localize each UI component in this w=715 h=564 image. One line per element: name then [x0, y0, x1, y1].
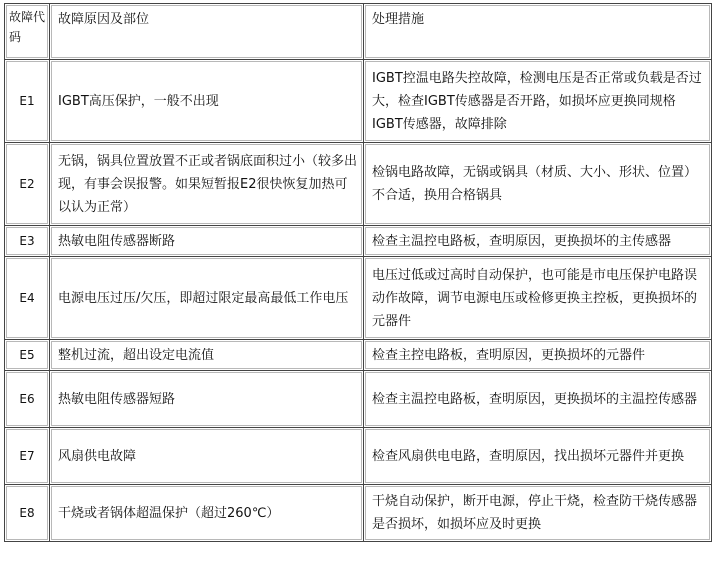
fault-code: E8	[19, 505, 35, 520]
cause-cell	[50, 340, 364, 371]
measure-cell	[364, 60, 712, 143]
code-cell	[5, 485, 50, 542]
fault-code: E7	[19, 448, 35, 463]
header-cause: 故障原因及部位	[58, 12, 150, 27]
table-row	[5, 257, 712, 340]
fault-cause: 无锅，锅具位置放置不正或者锅底面积过小（较多出现，有事会误报警。如果短暂报E2很快恢复加热可以认为正常）	[58, 153, 358, 215]
fault-measure: 电压过低或过高时自动保护，也可能是市电压保护电路误动作故障，调节电源电压或检修更换主控板，更换损坏的元器件	[372, 267, 698, 329]
code-cell	[5, 143, 50, 226]
header-measure-cell	[364, 4, 712, 60]
code-cell	[5, 60, 50, 143]
fault-measure: 检查主温控电路板，查明原因，更换损坏的主传感器	[372, 233, 672, 249]
code-cell	[5, 257, 50, 340]
fault-code: E3	[19, 233, 35, 248]
fault-measure: IGBT控温电路失控故障，检测电压是否正常或负载是否过大，检查IGBT传感器是否开路，如损坏应更换同规格IGBT传感器，故障排除	[372, 70, 702, 132]
fault-cause: 干烧或者锅体超温保护（超过260℃）	[58, 505, 280, 521]
fault-code: E1	[19, 93, 35, 108]
cause-cell	[50, 428, 364, 485]
table-row	[5, 60, 712, 143]
cause-cell	[50, 60, 364, 143]
header-measure: 处理措施	[372, 12, 425, 27]
fault-measure: 检查风扇供电电路，查明原因，找出损坏元器件并更换	[372, 448, 685, 464]
table-row	[5, 485, 712, 542]
fault-code: E4	[19, 290, 35, 305]
cause-cell	[50, 485, 364, 542]
fault-cause: 热敏电阻传感器短路	[58, 391, 176, 407]
header-code-cell	[5, 4, 50, 60]
fault-measure: 检查主控电路板，查明原因，更换损坏的元器件	[372, 347, 646, 363]
table-row	[5, 340, 712, 371]
cause-cell	[50, 226, 364, 257]
measure-cell	[364, 371, 712, 428]
fault-measure: 检锅电路故障，无锅或锅具（材质、大小、形状、位置）不合适，换用合格锅具	[372, 165, 698, 203]
measure-cell	[364, 428, 712, 485]
code-cell	[5, 428, 50, 485]
cause-cell	[50, 257, 364, 340]
fault-measure: 检查主温控电路板，查明原因，更换损坏的主温控传感器	[372, 391, 698, 407]
measure-cell	[364, 340, 712, 371]
header-code: 故障代码	[9, 10, 46, 44]
cause-cell	[50, 143, 364, 226]
fault-cause: 整机过流，超出设定电流值	[58, 347, 215, 363]
code-cell	[5, 226, 50, 257]
table-header-row	[5, 4, 712, 60]
table-row	[5, 226, 712, 257]
measure-cell	[364, 257, 712, 340]
measure-cell	[364, 485, 712, 542]
fault-cause: 热敏电阻传感器断路	[58, 233, 176, 249]
fault-cause: 风扇供电故障	[58, 448, 137, 464]
fault-code-table	[4, 3, 712, 542]
fault-code: E2	[19, 176, 35, 191]
fault-cause: 电源电压过压/欠压，即超过限定最高最低工作电压	[58, 290, 349, 306]
code-cell	[5, 340, 50, 371]
header-cause-cell	[50, 4, 364, 60]
fault-measure: 干烧自动保护，断开电源，停止干烧，检查防干烧传感器是否损坏，如损坏应及时更换	[372, 494, 698, 532]
fault-code: E5	[19, 347, 35, 362]
cause-cell	[50, 371, 364, 428]
measure-cell	[364, 226, 712, 257]
measure-cell	[364, 143, 712, 226]
fault-code: E6	[19, 391, 35, 406]
table-row	[5, 428, 712, 485]
code-cell	[5, 371, 50, 428]
fault-cause: IGBT高压保护，一般不出现	[58, 93, 219, 109]
table-row	[5, 371, 712, 428]
table-row	[5, 143, 712, 226]
